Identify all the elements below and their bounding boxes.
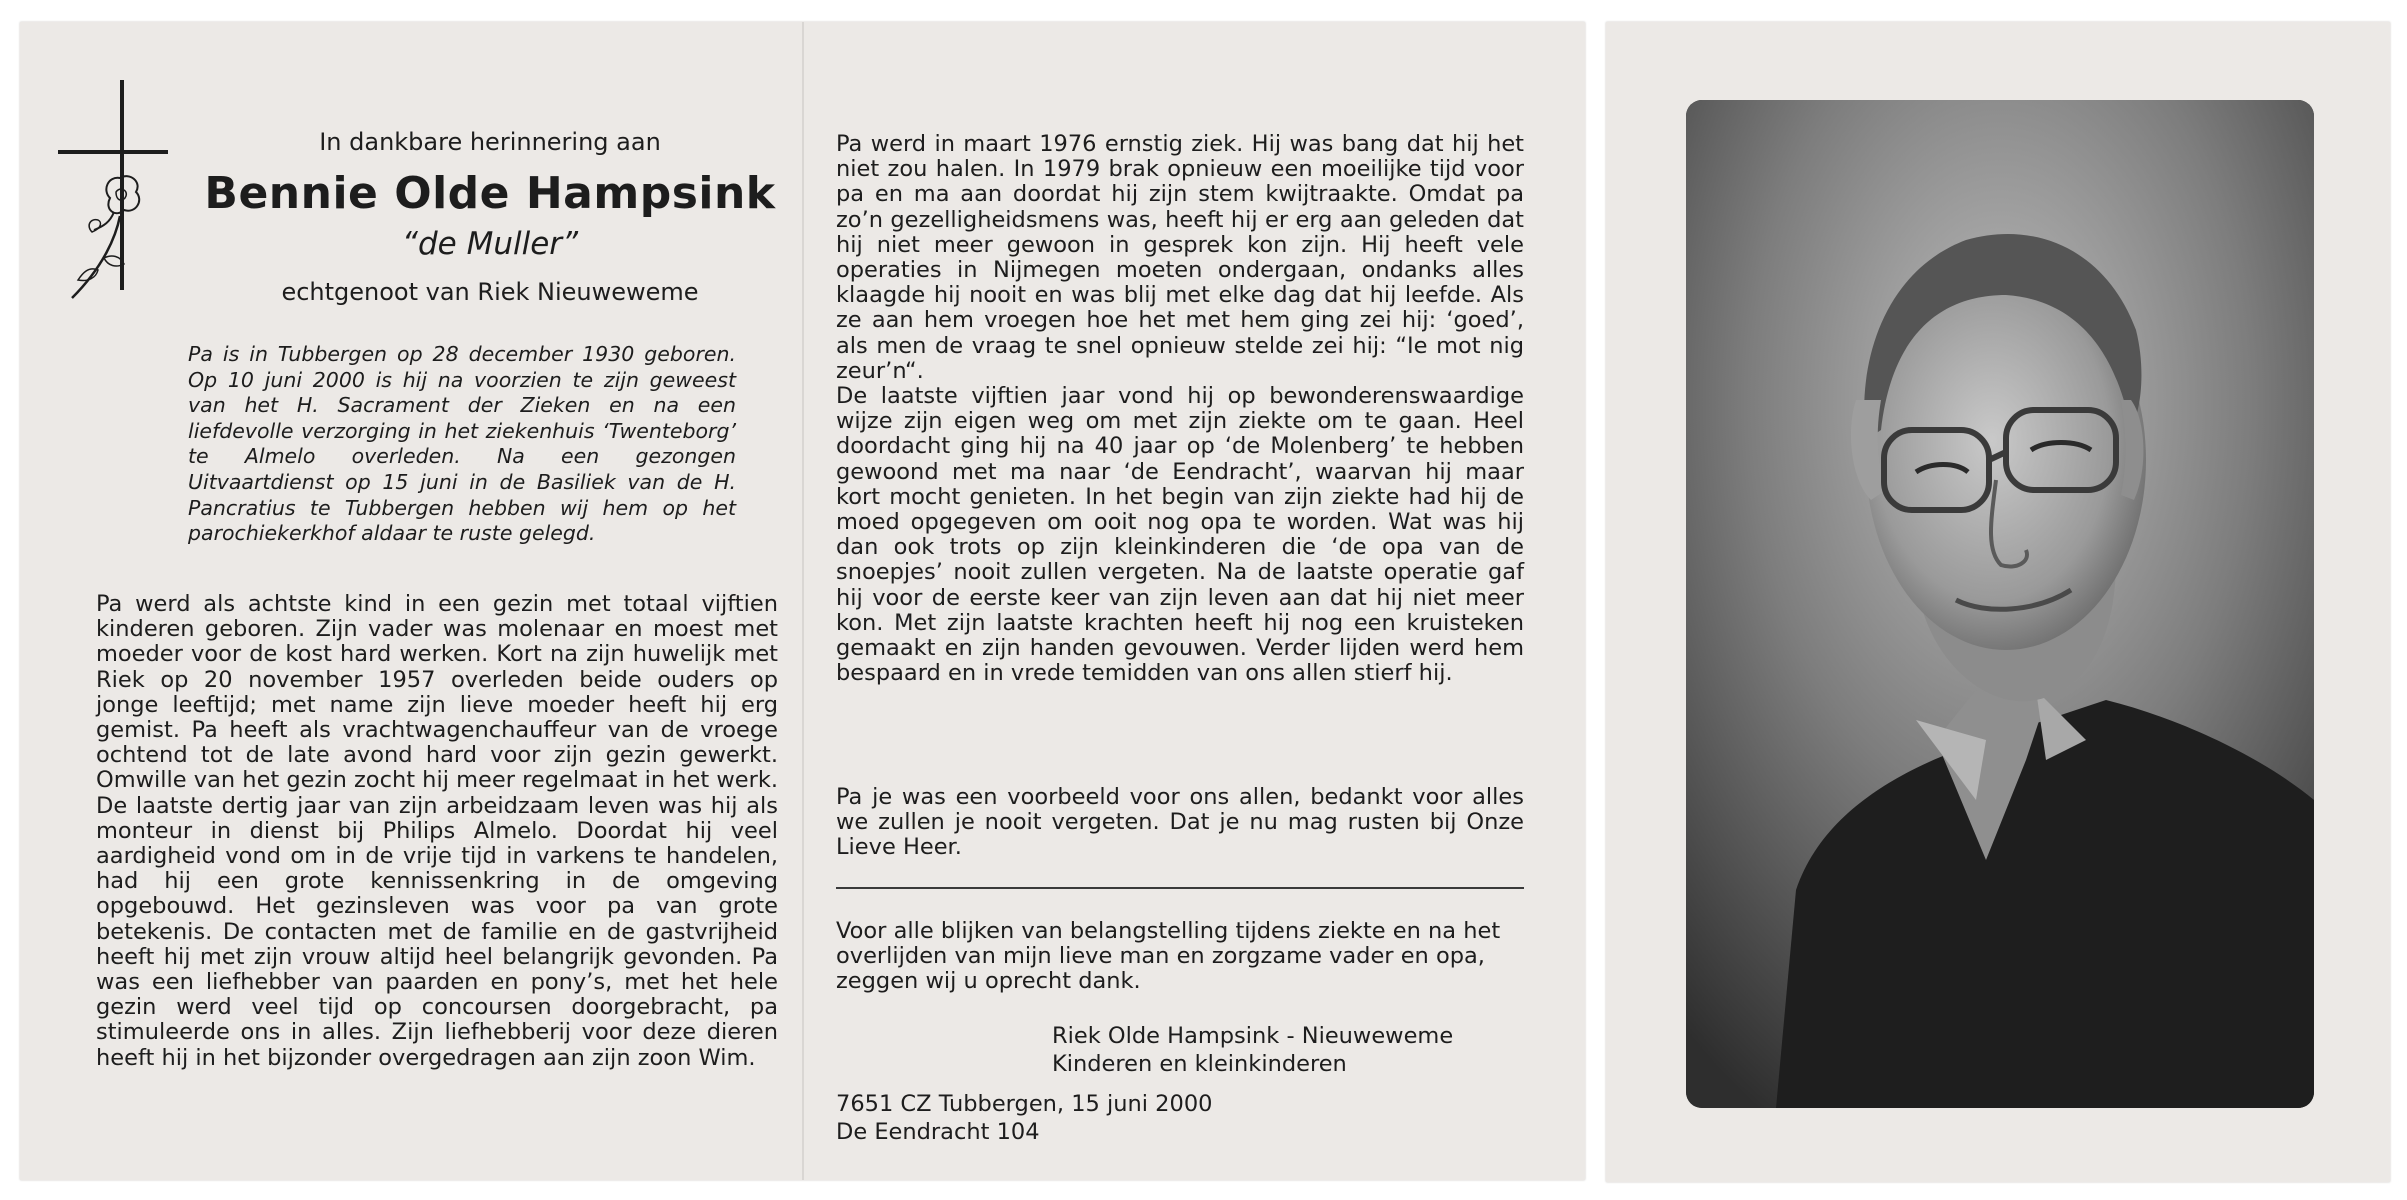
nickname: “de Muller” [401,226,579,262]
cross-with-rose-icon [58,80,168,310]
biography-column-2 [836,132,1524,686]
address-block [836,1090,1212,1146]
intro-text: In dankbare herinnering aan [319,128,661,156]
biography-paragraph-3: De laatste vijftien jaar vond hij op bewonderenswaardige wijze zijn eigen weg om met zijn ziekte om te gaan. Heel doordacht ging hij na 40 jaar op ‘de Molenberg’ te hebben gewoond met ma naar ‘de Eendracht’, waarvan hij maar kort mocht genieten. In het begin van zijn ziekte had hij de moed opgegeven om ooit nog opa te worden. Wat was hij dan ook trots op zijn kleinkinderen die ‘de opa van de snoepjes’ nooit zullen vergeten. Na de laatste operatie gaf hij voor de eerste keer van zijn leven aan dat hij niet meer kon. Met zijn laatste krachten heeft hij nog een kruisteken gemaakt en zijn handen gevouwen. Verder lijden werd hem bespaard en in vrede temidden van ons allen stierf hij. [836,383,1524,687]
card-fold [802,22,804,1180]
portrait-photo [1686,100,2314,1108]
signers [1052,1022,1453,1078]
biography-paragraph-2: Pa werd in maart 1976 ernstig ziek. Hij was bang dat hij het niet zou halen. In 1979 brak opnieuw een moeilijke tijd voor pa en ma aan doordat hij zijn stem kwijtraakte. Omdat pa zo’n gezelligheidsmens was, heeft hij er erg aan geleden dat hij niet meer gewoon in gesprek kon zijn. Hij heeft vele operaties in Nijmegen moeten ondergaan, ondanks alles klaagde hij nooit en was blij met elke dag dat hij leefde. Als ze aan hem vroegen hoe het met hem ging zei hij: ‘goed’, als men de vraag te snel opnieuw stelde zei hij: “Ie mot nig zeur’n“. [836,131,1524,384]
birth-death-paragraph: Pa is in Tubbergen op 28 december 1930 geboren. Op 10 juni 2000 is hij na voorzien te zijn geweest van het H. Sacrament der Zieken en na een liefdevolle verzorging in het ziekenhuis ‘Twenteborg’ te Almelo overleden. Na een gezongen Uitvaartdienst op 15 juni in de Basiliek van de H. Pancratius te Tubbergen hebben wij hem op het parochiekerkhof aldaar te ruste gelegd. [188,342,736,546]
divider [836,887,1524,889]
portrait-illustration [1686,100,2314,1108]
closing-paragraph: Pa je was een voorbeeld voor ons allen, bedankt voor alles we zullen je nooit vergeten. Dat je nu mag rusten bij Onze Lieve Heer. [836,784,1524,861]
deceased-name: Bennie Olde Hampsink [204,168,776,219]
card-inside [20,22,1585,1180]
signer-line-2: Kinderen en kleinkinderen [1052,1051,1347,1077]
card-photo-side [1606,22,2390,1182]
biography-paragraph-1: Pa werd als achtste kind in een gezin met totaal vijftien kinderen geboren. Zijn vader was molenaar en moest met moeder voor de kost hard werken. Kort na zijn huwelijk met Riek op 20 november 1957 overleden beide ouders op jonge leeftijd; met name zijn lieve moeder heeft hij erg gemist. Pa heeft als vrachtwagenchauffeur van de vroege ochtend tot de late avond hard voor zijn gezin gewerkt. Omwille van het gezin zocht hij meer regelmaat in het werk. De laatste dertig jaar van zijn arbeidzaam leven was hij als monteur in dienst bij Philips Almelo. Doordat hij veel aardigheid vond om in de vrije tijd in varkens te handelen, had hij een grote kennissenkring in de omgeving opgebouwd. Het gezinsleven was voor pa van grote betekenis. De contacten met de familie en de gastvrijheid heeft hij met zijn vrouw altijd heel belangrijk gevonden. Pa was een liefhebber van paarden en pony’s, met het hele gezin werd veel tijd op concoursen doorgebracht, pa stimuleerde ons in alles. Zijn liefhebberij voor deze dieren heeft hij in het bijzonder overgedragen aan zijn zoon Wim. [96,591,778,1071]
signer-line-1: Riek Olde Hampsink - Nieuweweme [1052,1023,1454,1049]
thanks-paragraph: Voor alle blijken van belangstelling tijdens ziekte en na het overlijden van mijn lieve man en zorgzame vader en opa, zeggen wij u oprecht dank. [836,918,1501,995]
address-line-1: 7651 CZ Tubbergen, 15 juni 2000 [836,1091,1213,1117]
address-line-2: De Eendracht 104 [836,1119,1040,1145]
spouse-line: echtgenoot van Riek Nieuweweme [281,278,699,306]
